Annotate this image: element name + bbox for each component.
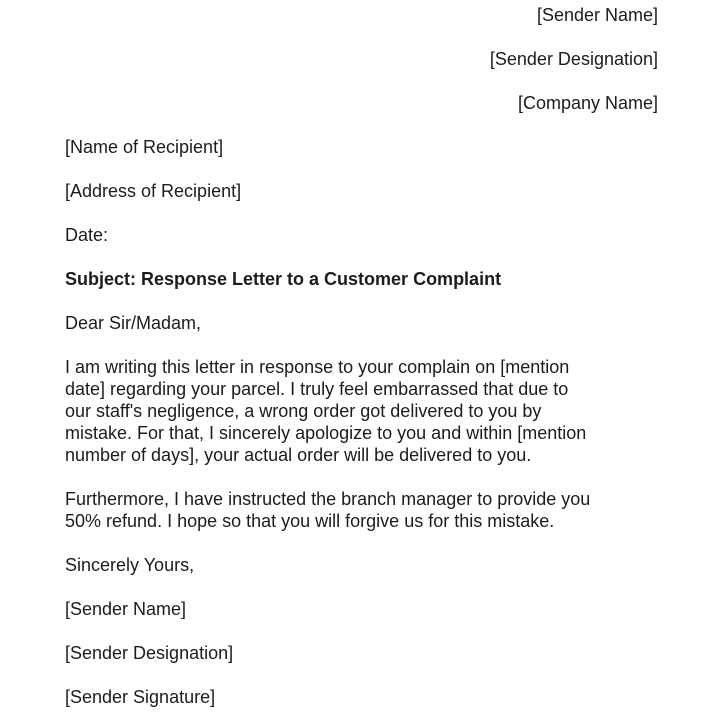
sender-designation-placeholder: [Sender Designation]	[489, 49, 658, 69]
recipient-block	[65, 136, 658, 202]
sender-name-placeholder: [Sender Name]	[536, 5, 658, 25]
recipient-address-placeholder: [Address of Recipient]	[65, 181, 242, 201]
sender-header-block	[65, 4, 658, 114]
date-label: Date:	[65, 225, 109, 245]
signature-sender-signature-placeholder: [Sender Signature]	[65, 687, 216, 707]
body-paragraph-1-line: mistake. For that, I sincerely apologize to you and within [mention	[65, 423, 587, 443]
salutation: Dear Sir/Madam,	[65, 313, 202, 333]
recipient-name-placeholder: [Name of Recipient]	[65, 137, 224, 157]
body-paragraph-2	[65, 488, 658, 532]
body-paragraph-1-line: our staff's negligence, a wrong order got delivered to you by	[65, 401, 542, 421]
signature-block	[65, 598, 658, 708]
body-paragraph-2-line: Furthermore, I have instructed the branch manager to provide you	[65, 489, 591, 509]
body-paragraph-1-line: I am writing this letter in response to your complain on [mention	[65, 357, 570, 377]
body-paragraph-1	[65, 356, 658, 466]
body-paragraph-1-line: date] regarding your parcel. I truly feel embarrassed that due to	[65, 379, 569, 399]
body-paragraph-1-line: number of days], your actual order will be delivered to you.	[65, 445, 532, 465]
signature-sender-name-placeholder: [Sender Name]	[65, 599, 187, 619]
company-name-placeholder: [Company Name]	[517, 93, 658, 113]
signature-sender-designation-placeholder: [Sender Designation]	[65, 643, 234, 663]
subject-line: Subject: Response Letter to a Customer Complaint	[65, 269, 502, 289]
closing: Sincerely Yours,	[65, 555, 195, 575]
body-paragraph-2-line: 50% refund. I hope so that you will forgive us for this mistake.	[65, 511, 555, 531]
